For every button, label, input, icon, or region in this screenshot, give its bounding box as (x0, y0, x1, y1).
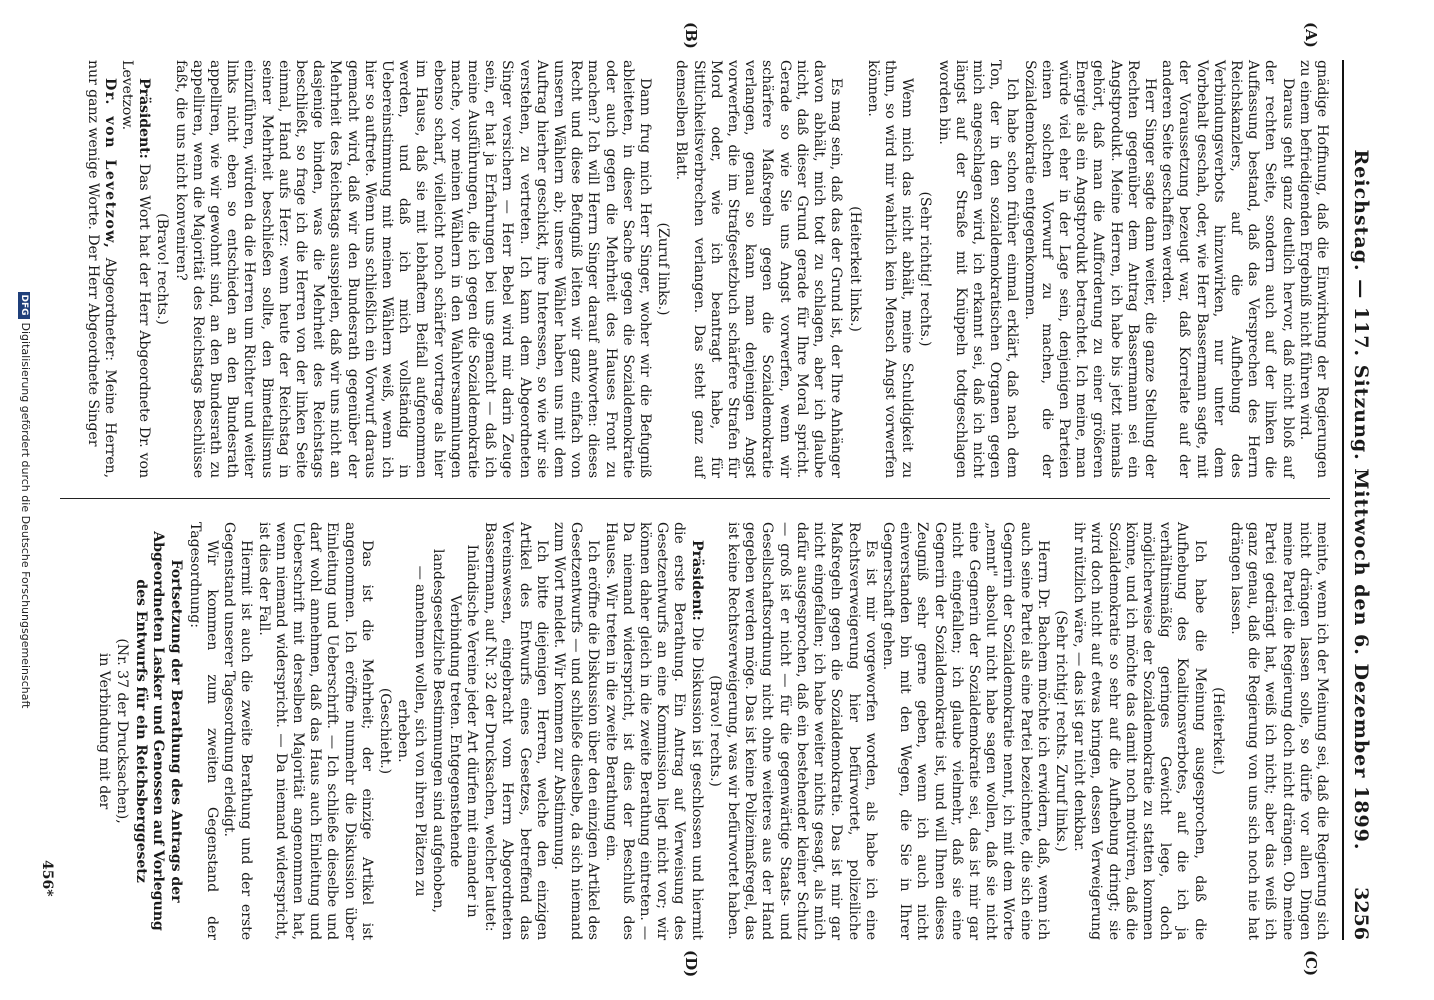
interjection: (Zuruf links.) (655, 222, 672, 316)
speech-text: Die Diskussion ist geschlossen und hiermit die erste Berathung. Ein Antrag auf Verweisung des Gesetzentwurfs an eine Kommission liegt nicht vor; wir können daher gleich in die zweite Berathung eintreten. — Da niemand widerspricht, ist dies der Beschluß des Hauses. Wir treten in die zweite Berathung ein. (602, 522, 705, 940)
interjection: (Heiterkeit links.) (846, 206, 863, 332)
paragraph: Ich habe schon früher einmal erklärt, daß nach dem Ton, der in den sozialdemokratischen Organen gegen mich angeschlagen wird, ich erkannt sei, daß ich nicht längst auf der Straße mit Knüppeln todtgeschlagen worden bin. (935, 60, 1021, 478)
marker-c: (C) (1302, 950, 1320, 977)
dfg-logo: DFG (18, 292, 30, 319)
paragraph: Wir kommen zum zweiten Gegenstand der Tagesordnung: (186, 522, 220, 940)
agenda-subheading: in Verbindung mit der (95, 652, 112, 810)
paragraph: Es mag sein, daß das der Grund ist, der Ihre Anhänger davon abhält, mich todt zu schlagen, aber ich glaube nicht, daß dieser Grund gerade für Ihre Moral spricht. Gerade so wie Sie uns Angst vorwerfen, wenn wir schärfere Maßregeln gegen die Sozialdemokratie verlangen, genau so kann man denjenigen Angst vorwerfen, die im Strafgesetzbuch schärfere Strafen für Mord oder, wie ich beantragt habe, für Sittlichkeitsverbrechen verlangen. Das steht ganz auf demselben Blatt. (673, 60, 845, 478)
marker-d: (D) (682, 950, 700, 978)
paragraph: Dann frug mich Herr Singer, woher wir die Befugniß ableiteten, in dieser Sache gegen die Sozialdemokratie oder auch gegen die Mehrheit des Hauses Front zu machen? Ich will Herrn Singer darauf antworten: dieses Recht und diese Befugniß leiten wir ganz einfach von unseren Wählern ab; unsere Wähler haben uns mit dem Auftrag hierher geschickt, ihre Interessen, so wie wir sie verstehen, zu vertreten. Ich kann dem Abgeordneten Singer versichern — Herr Bebel wird mir darin Zeuge sein, er hat ja Erfahrungen bei uns gemacht — daß ich meine Ausführungen, die ich gegen die Sozialdemokratie mache, vor meinen Wählern in den Wahlversammlungen ebenso scharf, vielleicht noch schärfer vortrage als hier im Hause, daß sie mit lebhaftem Beifall aufgenommen werden, und daß ich mich vollständig in Uebereinstimmung mit meinen Wählern weiß, wenn ich hier so auftrete. Wenn uns schließlich ein Vorwurf daraus gemacht wird, daß wir den Bundesrath gegenüber der Mehrheit des Reichstags ausspielen, daß wir uns nicht an dasjenige binden, was die Mehrheit des Reichstags beschließt, so frage ich die Herren von der linken Seite einmal, Hand aufs Herz: wenn heute der Reichstag in seiner Mehrheit beschließen sollte, den Bimetallismus einzuführen, würden da die Herren um Richter und weiter links nicht eben so entschieden an den Bundesrath appelliren, wie wir gewohnt sind, an den Bundesrath zu appelliren, wenn die Majorität des Reichstags Beschlüsse faßt, die uns nicht konveniren? (172, 60, 654, 478)
interjection: (Bravo! rechts.) (706, 675, 723, 787)
paragraph: gnädige Hoffnung, daß die Einwirkung der Regierungen zu einem befriedigenden Ergebniß nicht führen wird. (1296, 60, 1330, 478)
page-number: 3256 (1350, 887, 1372, 940)
credit-text: Digitalisierung gefördert durch die Deutsche Forschungsgemeinschaft (19, 322, 32, 709)
interjection: (Sehr richtig! rechts.) (917, 191, 934, 347)
interjection: (Sehr richtig! rechts. Zuruf links.) (1052, 610, 1069, 852)
paragraph: Herr Singer sagte dann weiter, die ganze Stellung der Rechten gegenüber dem Antrag Bassermann sei ein Angstprodukt. Meine Herren, ich habe bis jetzt niemals gehört, daß man die Aufforderung zu einer größeren Energie als ein Angstprodukt betrachtet. Ich meine, man würde viel eher in der Lage sein, denjenigen Parteien einen solchen Vorwurf zu machen, die der Sozialdemokratie entgegenkommen. (1021, 60, 1158, 478)
paragraph: Daraus geht ganz deutlich hervor, daß nicht bloß auf der rechten Seite, sondern auch auf der linken die Auffassung bestand, daß das Versprechen des Herrn Reichskanzlers, auf die Aufhebung des Verbindungsverbots hinzuwirken, nur unter dem Vorbehalt geschah, oder, wie Herr Bassermann sagte, mit der Voraussetzung bezeugt war, daß Korrelate auf der anderen Seite geschaffen werden. (1159, 60, 1296, 478)
paragraph: Wenn mich das nicht abhält, meine Schuldigkeit zu thun, so wird mir wahrlich kein Mensch Angst vorwerfen können. (864, 60, 916, 478)
paragraph: Ich habe die Meinung ausgesprochen, daß die Aufhebung des Koalitionsverbotes, auf die ich ja verhältnismäßig geringes Gewicht lege, doch möglicherweise der Sozialdemokratie zu statten kommen könne, und ich möchte das damit noch motiviren, daß die Sozialdemokratie so sehr auf die Aufhebung dringt; sie wird doch nicht auf etwas bringen, dessen Verweigerung ihr nützlich wäre, — das ist gar nicht denkbar. (1071, 522, 1208, 940)
interjection: (Bravo! rechts.) (154, 213, 171, 325)
marker-b: (B) (682, 22, 700, 49)
speech-text: Das Wort hat der Herr Abgeordnete Dr. von Levetzow. (118, 60, 153, 478)
agenda-heading: Fortsetzung der Berathung des Antrags der Abgeordneten Lasker und Genossen auf Vorlegung des Entwurfs für ein Reichsberggesetz (133, 531, 184, 931)
paragraph: Ich eröffne die Diskussion über den einzigen Artikel des Gesetzentwurfs — und schließe dieselbe, da sich niemand zum Wort meldet. Wir kommen zur Abstimmung. (551, 522, 602, 940)
paragraph: Hiermit ist auch die zweite Berathung und der erste Gegenstand unserer Tagesordnung erledigt. (221, 522, 255, 940)
paragraph: meinte, wenn ich der Meinung sei, daß die Regierung sich nicht drängen lassen solle, so dürfe vor allen Dingen meine Partei die Regierung doch nicht drängen. Ob meine Partei gedrängt hat, weiß ich nicht; aber das weiß ich ganz genau, daß die Regierung von uns sich noch nie hat drängen lassen. (1227, 522, 1330, 940)
agenda-subheading: (Nr. 37 der Drucksachen), (113, 638, 130, 824)
paragraph: Das ist die Mehrheit; der einzige Artikel ist angenommen. Ich eröffne nunmehr die Diskussion über Einleitung und Ueberschrift. — Ich schließe dieselbe und darf wohl annehmen, daß das Haus auch Einleitung und Ueberschrift mit derselben Majorität angenommen hat, wenn niemand widerspricht. — Da niemand widerspricht, ist dies der Fall. (255, 522, 375, 940)
paragraph: Es ist mir vorgeworfen worden, als habe ich eine Rechtsverweigerung hier befürwortet, polizeiliche Maßregeln gegen die Sozialdemokratie. Das ist mir gar nicht eingefallen; ich habe weiter nichts gesagt, als mich dafür ausgesprochen, daß ein bestehender kleiner Schutz — groß ist er nicht — für die gegenwärtige Staats- und Gesellschaftsordnung nicht ohne weiteres aus der Hand gegeben werden möge. Das ist keine Polizeimaßregel, das ist keine Rechtsverweigerung, was wir befürwortet haben. (725, 522, 879, 940)
speaker-name: Präsident: (136, 78, 153, 159)
speaker-name: Präsident: (688, 540, 705, 621)
marker-a: (A) (1302, 22, 1320, 48)
paragraph: Herrn Dr. Bachem möchte ich erwidern, daß, wenn ich auch seine Partei als eine Partei bezeichnete, die sich eine Gegnerin der Sozialdemokratie nennt, ich mit dem Worte „nennt" absolut nicht habe sagen wollen, daß sie nicht eine Gegnerin der Sozialdemokratie sei, das ist mir gar nicht eingefallen; ich glaube vielmehr, daß sie eine Gegnerin der Sozialdemokratie ist, und will Ihnen dieses Zeugniß sehr gerne geben, wenn ich auch nicht einverstanden bin mit den Wegen, die Sie in Ihrer Gegnerschaft gehen. (879, 522, 1051, 940)
paragraph: Ich bitte diejenigen Herren, welche den einzigen Artikel des Entwurfs eines Gesetzes, betreffend das Vereinswesen, eingebracht vom Herrn Abgeordneten Bassermann, auf Nr. 32 der Drucksachen, welcher lautet: (482, 522, 550, 940)
page-title: Reichstag. — 117. Sitzung. Mittwoch den 6. Dezember 1899. (1350, 149, 1372, 851)
quoted-text: Inländische Vereine jeder Art dürfen mit einander in Verbindung treten. Entgegenstehende landesgesetzliche Bestimmungen sind aufgehoben, — annehmen wollen, sich von ihren Plätzen zu erheben. (395, 544, 481, 918)
interjection: (Geschieht.) (377, 687, 394, 775)
speech-text: Abgeordneter: Meine Herren, nur ganz wenige Worte. Der Herr Abgeordnete Singer (84, 60, 118, 478)
speaker-name: Dr. von Levetzow, (101, 78, 118, 250)
sheet-signature: 456* (39, 860, 55, 897)
interjection: (Heiterkeit.) (1209, 687, 1226, 775)
